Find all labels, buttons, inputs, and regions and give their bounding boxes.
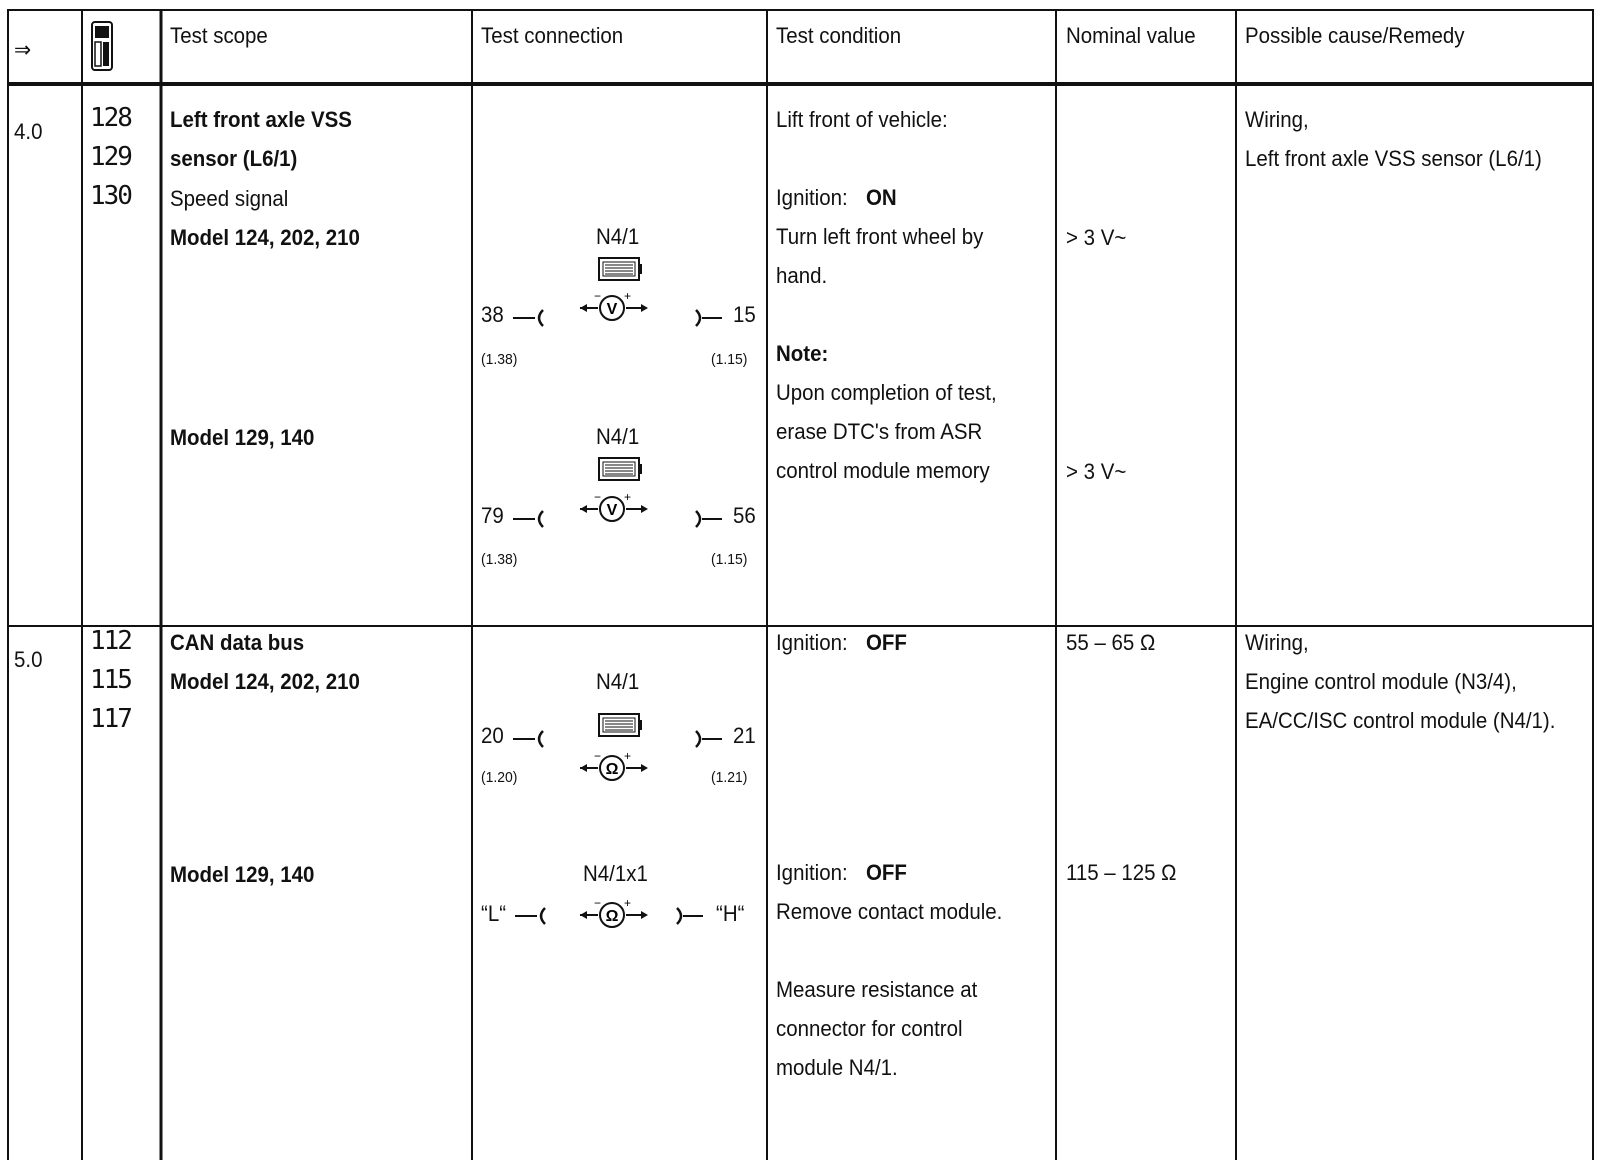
- svg-text:−: −: [594, 491, 602, 504]
- voltmeter-icon: [576, 290, 652, 330]
- row4-cond-turn-1: Turn left front wheel by: [776, 224, 984, 249]
- svg-text:+: +: [624, 491, 632, 504]
- row5-conn-b-module: N4/1x1: [583, 861, 648, 886]
- row4-conn-b-left-ref: (1.38): [481, 551, 518, 568]
- header-test-condition: Test condition: [776, 23, 902, 48]
- header-arrow: ⇒: [14, 37, 32, 62]
- row5-nominal-a: 55 – 65 Ω: [1066, 630, 1156, 655]
- row5-conn-b-left-pin: “L“: [481, 901, 507, 926]
- row4-conn-b-meter: V: [606, 502, 618, 519]
- row4-model-a: Model 124, 202, 210: [170, 225, 360, 250]
- row5-nominal-b: 115 – 125 Ω: [1066, 860, 1177, 885]
- row4-conn-a-right-ref: (1.15): [711, 351, 748, 368]
- row5-conn-a-left-ref: (1.20): [481, 769, 518, 786]
- right-probe-icon: [692, 509, 724, 529]
- right-probe-icon: [692, 308, 724, 328]
- row4-conn-a-left-pin: 38: [481, 302, 504, 327]
- row4-step: 4.0: [14, 119, 43, 144]
- header-nominal-value: Nominal value: [1066, 23, 1196, 48]
- svg-text:+: +: [624, 750, 632, 763]
- row5-conn-a-right-ref: (1.21): [711, 769, 748, 786]
- row4-conn-b-right-pin: 56: [733, 503, 756, 528]
- row5-cond-b-value: OFF: [866, 860, 907, 885]
- voltmeter-icon: [576, 491, 652, 531]
- tester-icon: [90, 20, 114, 72]
- row4-scope-title-1: Left front axle VSS: [170, 107, 352, 132]
- row4-cond-lift: Lift front of vehicle:: [776, 107, 948, 132]
- ohmmeter-icon: [576, 897, 652, 937]
- row5-cond-b-3: connector for control: [776, 1016, 963, 1041]
- header-test-scope: Test scope: [170, 23, 268, 48]
- left-probe-icon: [511, 308, 547, 328]
- row4-cond-ign-value: ON: [866, 185, 897, 210]
- row5-cond-a-label: Ignition:: [776, 630, 848, 655]
- row5-model-b: Model 129, 140: [170, 862, 315, 887]
- svg-text:+: +: [624, 290, 632, 303]
- row5-conn-a-meter: Ω: [605, 761, 619, 778]
- row4-note-2: erase DTC's from ASR: [776, 419, 983, 444]
- row5-cause-1: Wiring,: [1245, 630, 1309, 655]
- ohmmeter-icon: [576, 750, 652, 790]
- row4-code-3: 130: [90, 181, 131, 211]
- header-possible-cause: Possible cause/Remedy: [1245, 23, 1465, 48]
- control-module-icon: [597, 456, 643, 484]
- row4-code-2: 129: [90, 142, 131, 172]
- row4-conn-b-left-pin: 79: [481, 503, 504, 528]
- row4-model-b: Model 129, 140: [170, 425, 315, 450]
- left-probe-icon: [511, 729, 547, 749]
- row4-conn-a-left-ref: (1.38): [481, 351, 518, 368]
- row4-nominal-a: > 3 V~: [1066, 225, 1127, 250]
- header-test-connection: Test connection: [481, 23, 624, 48]
- row5-step: 5.0: [14, 647, 43, 672]
- row4-scope-sub: Speed signal: [170, 186, 289, 211]
- row5-code-1: 112: [90, 626, 131, 656]
- row5-conn-b-meter: Ω: [605, 908, 619, 925]
- row4-note-label: Note:: [776, 341, 829, 366]
- row5-scope-title: CAN data bus: [170, 630, 305, 655]
- row5-code-3: 117: [90, 704, 131, 734]
- svg-text:−: −: [594, 290, 602, 303]
- row5-cond-b-label: Ignition:: [776, 860, 848, 885]
- row5-conn-a-module: N4/1: [596, 669, 640, 694]
- left-probe-icon: [511, 509, 547, 529]
- control-module-icon: [597, 256, 643, 284]
- right-probe-icon: [692, 729, 724, 749]
- row5-conn-b-right-pin: “H“: [716, 901, 745, 926]
- row5-model-a: Model 124, 202, 210: [170, 669, 360, 694]
- row4-conn-a-module: N4/1: [596, 224, 640, 249]
- row5-cond-a-value: OFF: [866, 630, 907, 655]
- svg-text:−: −: [594, 750, 602, 763]
- svg-text:+: +: [624, 897, 632, 910]
- row4-conn-b-right-ref: (1.15): [711, 551, 748, 568]
- row4-code-1: 128: [90, 103, 131, 133]
- row5-cause-2: Engine control module (N3/4),: [1245, 669, 1517, 694]
- row4-scope-title-2: sensor (L6/1): [170, 146, 298, 171]
- row4-conn-a-right-pin: 15: [733, 302, 756, 327]
- row4-conn-a-meter: V: [606, 301, 618, 318]
- row4-cond-turn-2: hand.: [776, 263, 828, 288]
- left-probe-icon: [513, 906, 549, 926]
- row4-note-1: Upon completion of test,: [776, 380, 997, 405]
- row5-cond-b-1: Remove contact module.: [776, 899, 1003, 924]
- row5-cond-b-4: module N4/1.: [776, 1055, 898, 1080]
- right-probe-icon: [673, 906, 705, 926]
- row5-cond-b-2: Measure resistance at: [776, 977, 978, 1002]
- row4-cause-2: Left front axle VSS sensor (L6/1): [1245, 146, 1542, 171]
- row4-note-3: control module memory: [776, 458, 990, 483]
- row5-cause-3: EA/CC/ISC control module (N4/1).: [1245, 708, 1556, 733]
- row5-code-2: 115: [90, 665, 131, 695]
- row4-conn-b-module: N4/1: [596, 424, 640, 449]
- row4-cond-ign-label: Ignition:: [776, 185, 848, 210]
- svg-text:−: −: [594, 897, 602, 910]
- row5-conn-a-left-pin: 20: [481, 723, 504, 748]
- control-module-icon: [597, 712, 643, 740]
- row4-nominal-b: > 3 V~: [1066, 459, 1127, 484]
- row4-cause-1: Wiring,: [1245, 107, 1309, 132]
- row5-conn-a-right-pin: 21: [733, 723, 756, 748]
